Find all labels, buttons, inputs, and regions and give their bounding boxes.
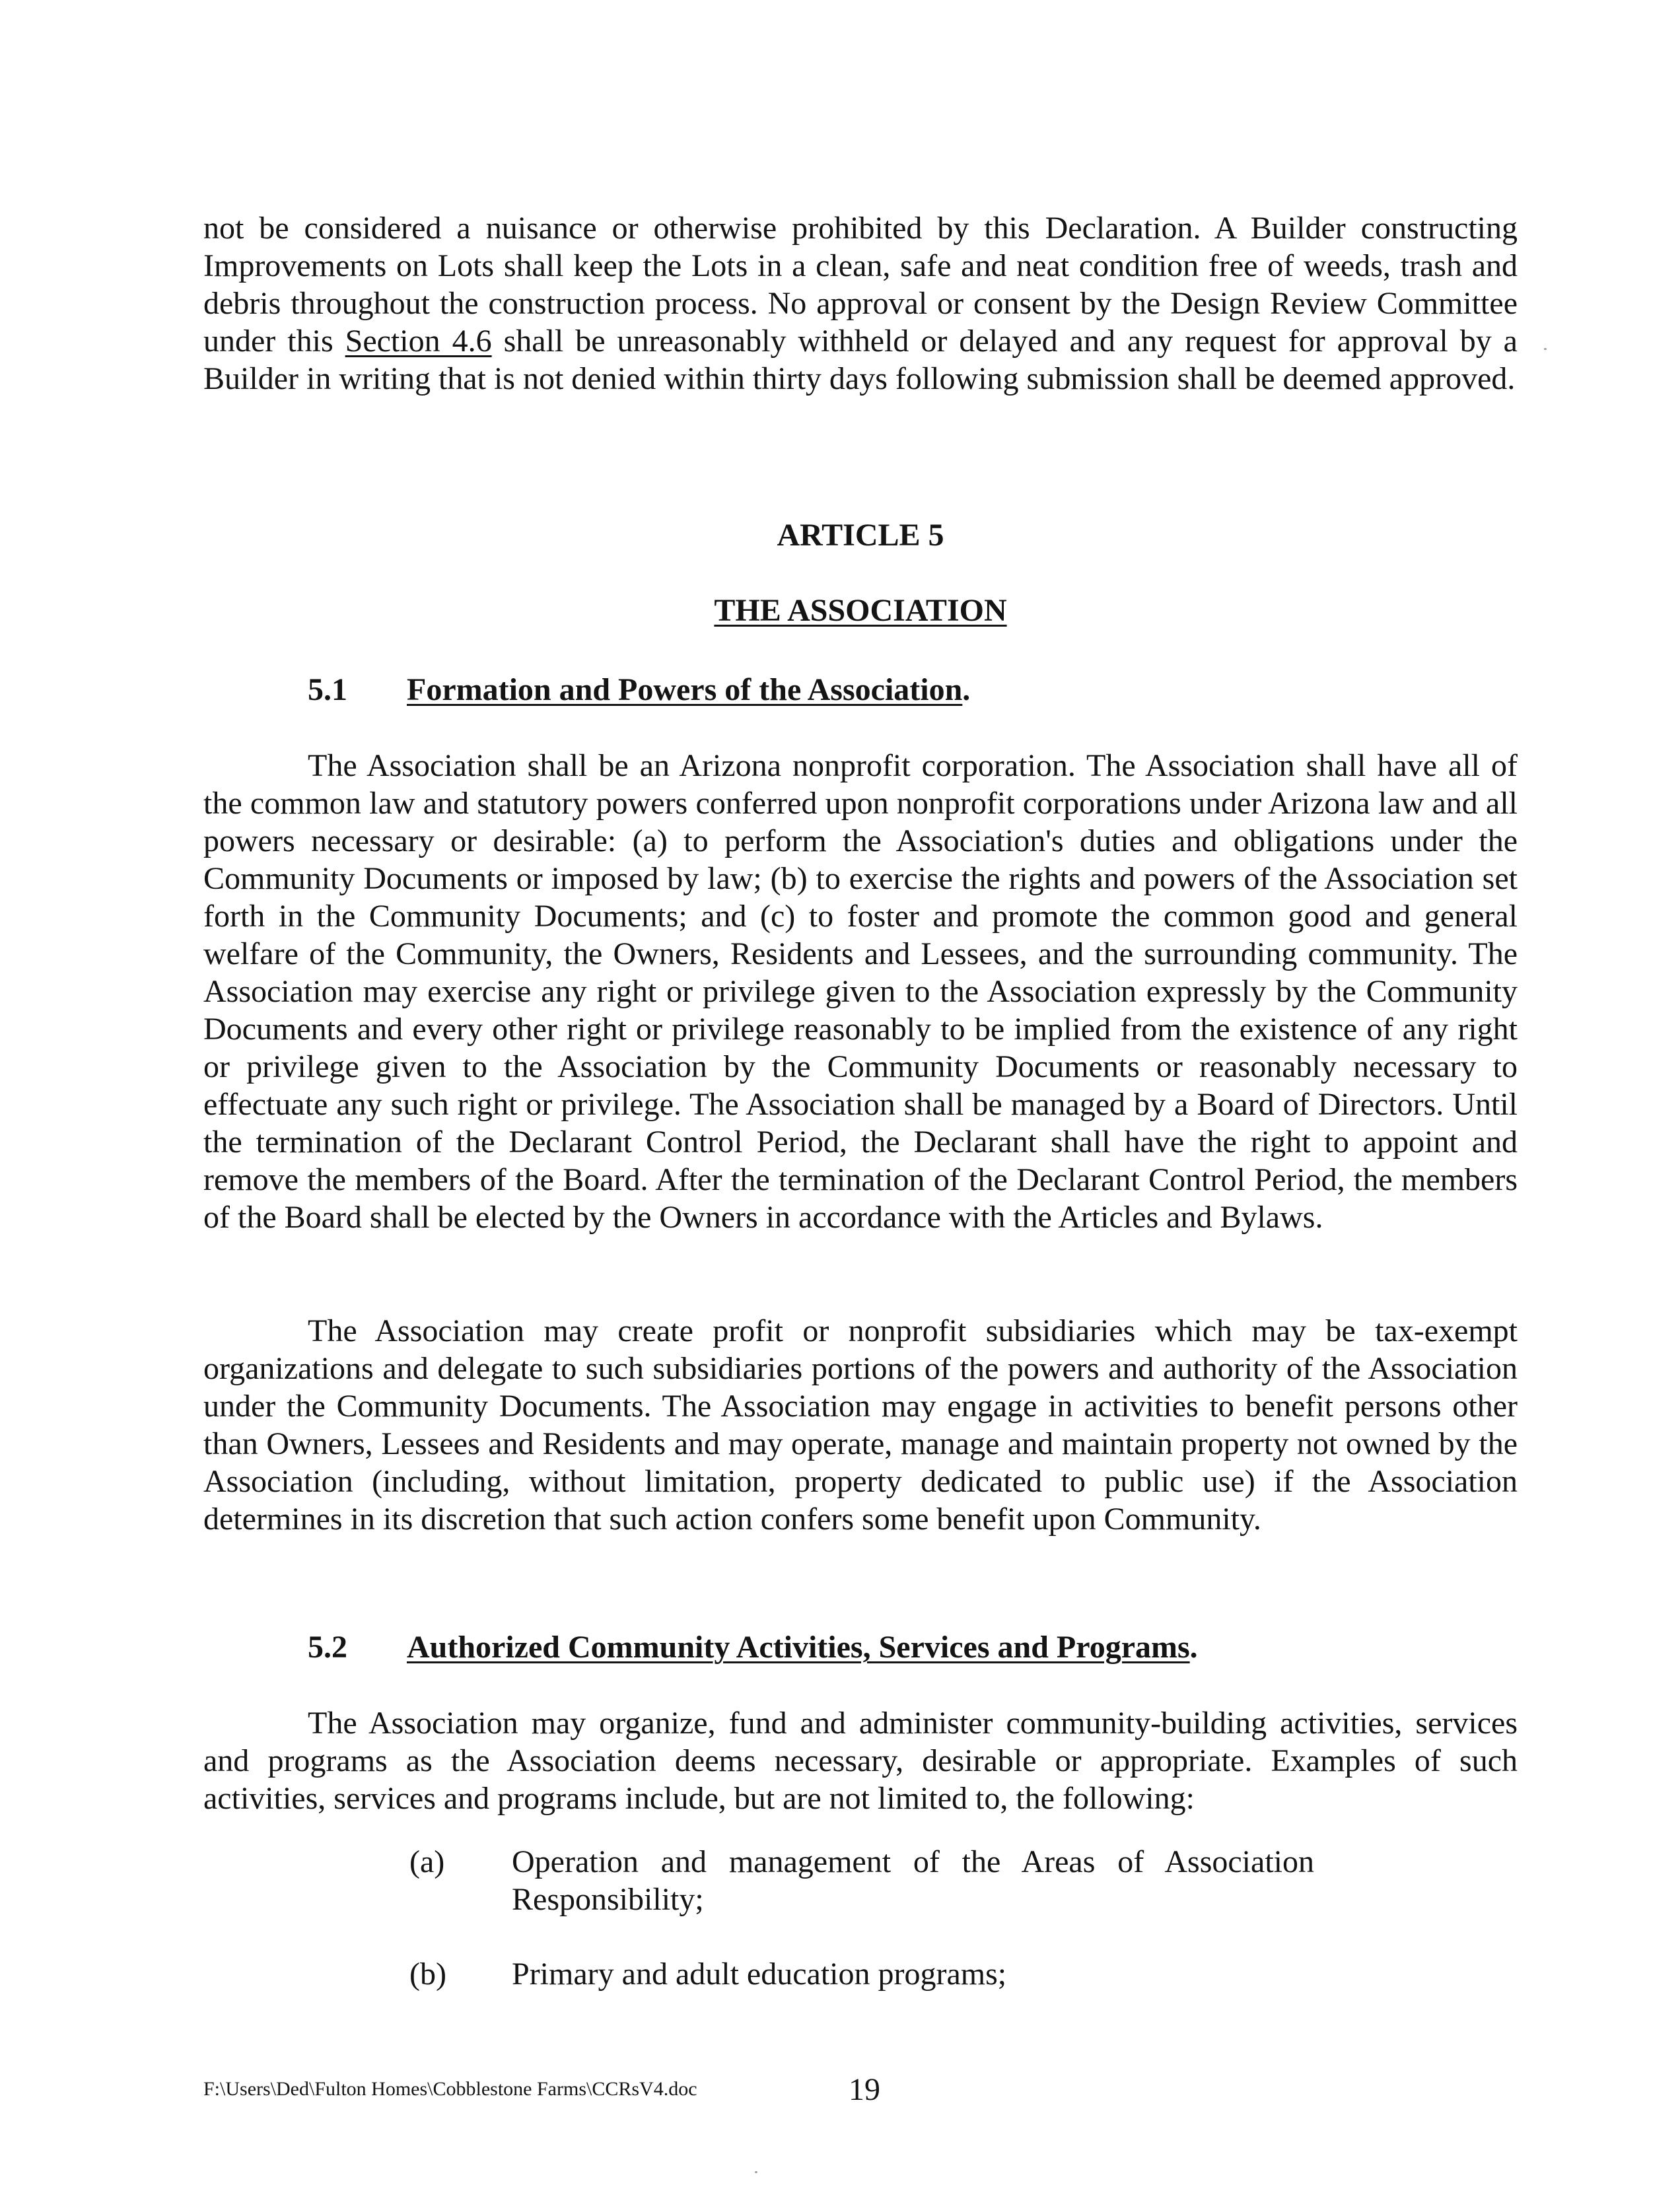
- section-heading-5-1: [308, 671, 970, 709]
- list-item-text: Operation and management of the Areas of Association Responsibility;: [512, 1844, 1314, 1917]
- section-title: Authorized Community Activities, Services and Programs: [407, 1630, 1190, 1665]
- section-5-1-paragraph-2: The Association may create profit or nonprofit subsidiaries which may be tax-exempt organizations and delegate to such subsidiaries portions of the powers and authority of the Association under the Community Documents. The Association may engage in activities to benefit persons other than Owners, Lessees and Residents and may operate, manage and maintain property not owned by the Association (including, without limitation, property dedicated to public use) if the Association determines in its discretion that such action confers some benefit upon Community.: [203, 1313, 1518, 1537]
- section-title-suffix: .: [962, 672, 971, 707]
- page-number: 19: [849, 2072, 880, 2107]
- section-reference-link: Section 4.6: [345, 324, 492, 359]
- list-item-label: (a): [409, 1844, 445, 1879]
- list-item-text: Primary and adult education programs;: [512, 1957, 1007, 1992]
- section-5-2-paragraph-1: The Association may organize, fund and administer community-building activities, services and programs as the Association deems necessary, desirable or appropriate. Examples of such activities, services and programs include, but are not limited to, the following:: [203, 1706, 1518, 1816]
- section-heading-5-2: [308, 1628, 1198, 1666]
- article-title-text: THE ASSOCIATION: [714, 593, 1007, 628]
- section-title: Formation and Powers of the Association: [407, 672, 963, 707]
- continuation-paragraph: [203, 209, 1518, 398]
- list-item-label: (b): [409, 1957, 446, 1992]
- section-number: 5.1: [308, 672, 347, 707]
- footer-file-path: F:\Users\Ded\Fulton Homes\Cobblestone Farms\CCRsV4.doc: [203, 2078, 697, 2100]
- scan-speck: [755, 2171, 757, 2173]
- section-title-suffix: .: [1189, 1630, 1198, 1665]
- article-number: ARTICLE 5: [777, 518, 944, 553]
- article-title: [203, 592, 1518, 629]
- continuation-text-before: not be considered a nuisance or otherwise prohibited by this Declaration. A Builder constructing Improvements on Lots shall keep the Lots in a clean, safe and neat condition free of weeds, trash and debris throughout the construction process. No approval or consent by the Design Review Committee under this: [203, 211, 1518, 359]
- scan-speck: [1544, 348, 1547, 350]
- section-number: 5.2: [308, 1630, 347, 1665]
- list-item: [409, 1955, 1334, 1993]
- list-item: [409, 1843, 1314, 1918]
- continuation-text-after: shall be unreasonably withheld or delayed and any request for approval by a Builder in writing that is not denied within thirty days following submission shall be deemed approved.: [203, 324, 1518, 396]
- section-5-1-paragraph-1: The Association shall be an Arizona nonprofit corporation. The Association shall have all of the common law and statutory powers conferred upon nonprofit corporations under Arizona law and all powers necessary or desirable: (a) to perform the Association's duties and obligations under the Community Documents or imposed by law; (b) to exercise the rights and powers of the Association set forth in the Community Documents; and (c) to foster and promote the common good and general welfare of the Community, the Owners, Residents and Lessees, and the surrounding community. The Association may exercise any right or privilege given to the Association expressly by the Community Documents and every other right or privilege reasonably to be implied from the existence of any right or privilege given to the Association by the Community Documents or reasonably necessary to effectuate any such right or privilege. The Association shall be managed by a Board of Directors. Until the termination of the Declarant Control Period, the Declarant shall have the right to appoint and remove the members of the Board. After the termination of the Declarant Control Period, the members of the Board shall be elected by the Owners in accordance with the Articles and Bylaws.: [203, 748, 1518, 1235]
